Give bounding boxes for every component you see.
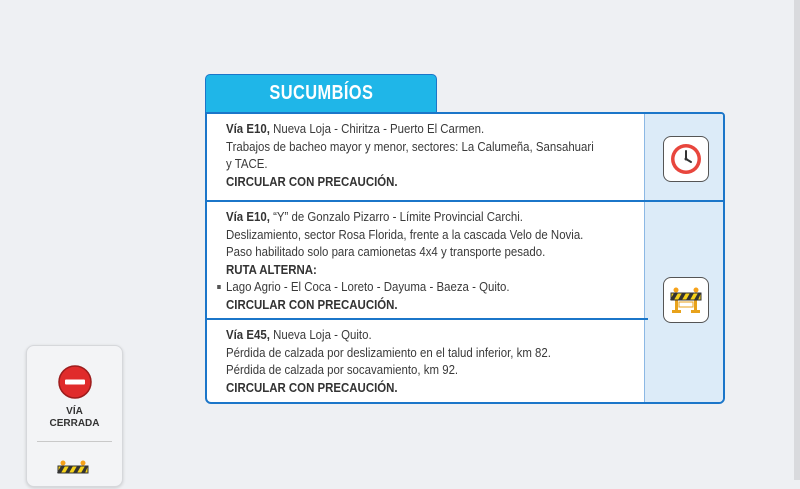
province-tab [205,74,437,112]
road-entry-2 [207,202,647,318]
barrier-icon [663,277,709,323]
province-title: SUCUMBÍOS [269,82,373,104]
entry-detail: Deslizamiento, sector Rosa Florida, frente a la cascada Velo de Novia. [226,226,584,242]
road-route: Nueva Loja - Quito. [269,327,372,342]
road-entry-3 [207,320,647,404]
entry-detail: y TACE. [226,156,268,172]
alternate-route-label: RUTA ALTERNA: [226,261,317,277]
legend-closed-label-line: VÍA [66,406,83,417]
caution-text: CIRCULAR CON PRECAUCIÓN. [226,173,398,189]
alternate-route: Lago Agrio - El Coca - Loreto - Dayuma - Baeza - Quito. [226,278,596,296]
road-status-card [205,112,725,404]
barrier-icon [56,458,90,489]
road-name: Vía E10, [226,209,270,224]
scrollbar-track[interactable] [794,0,800,480]
road-name: Vía E45, [226,327,270,342]
clock-icon [663,136,709,182]
entry-detail: Paso habilitado solo para camionetas 4x4 y transporte pesado. [226,244,546,260]
road-route: Nueva Loja - Chiritza - Puerto El Carmen. [269,121,485,136]
road-name: Vía E10, [226,121,270,136]
caution-text: CIRCULAR CON PRECAUCIÓN. [226,379,398,395]
entry-detail: Trabajos de bacheo mayor y menor, sectores: La Calumeña, Sansahuari [226,138,594,154]
legend-closed-label-line: CERRADA [49,418,100,429]
road-entry-1 [207,114,647,200]
legend-divider [37,441,112,442]
legend-panel [26,345,123,487]
road-route: “Y” de Gonzalo Pizarro - Límite Provincial Carchi. [269,209,523,224]
entry-detail: Pérdida de calzada por deslizamiento en el talud inferior, km 82. [226,344,551,360]
no-entry-icon [57,364,93,405]
caution-text: CIRCULAR CON PRECAUCIÓN. [226,296,398,312]
legend-closed-label [27,406,122,430]
entry-detail: Pérdida de calzada por socavamiento, km 92. [226,362,459,378]
